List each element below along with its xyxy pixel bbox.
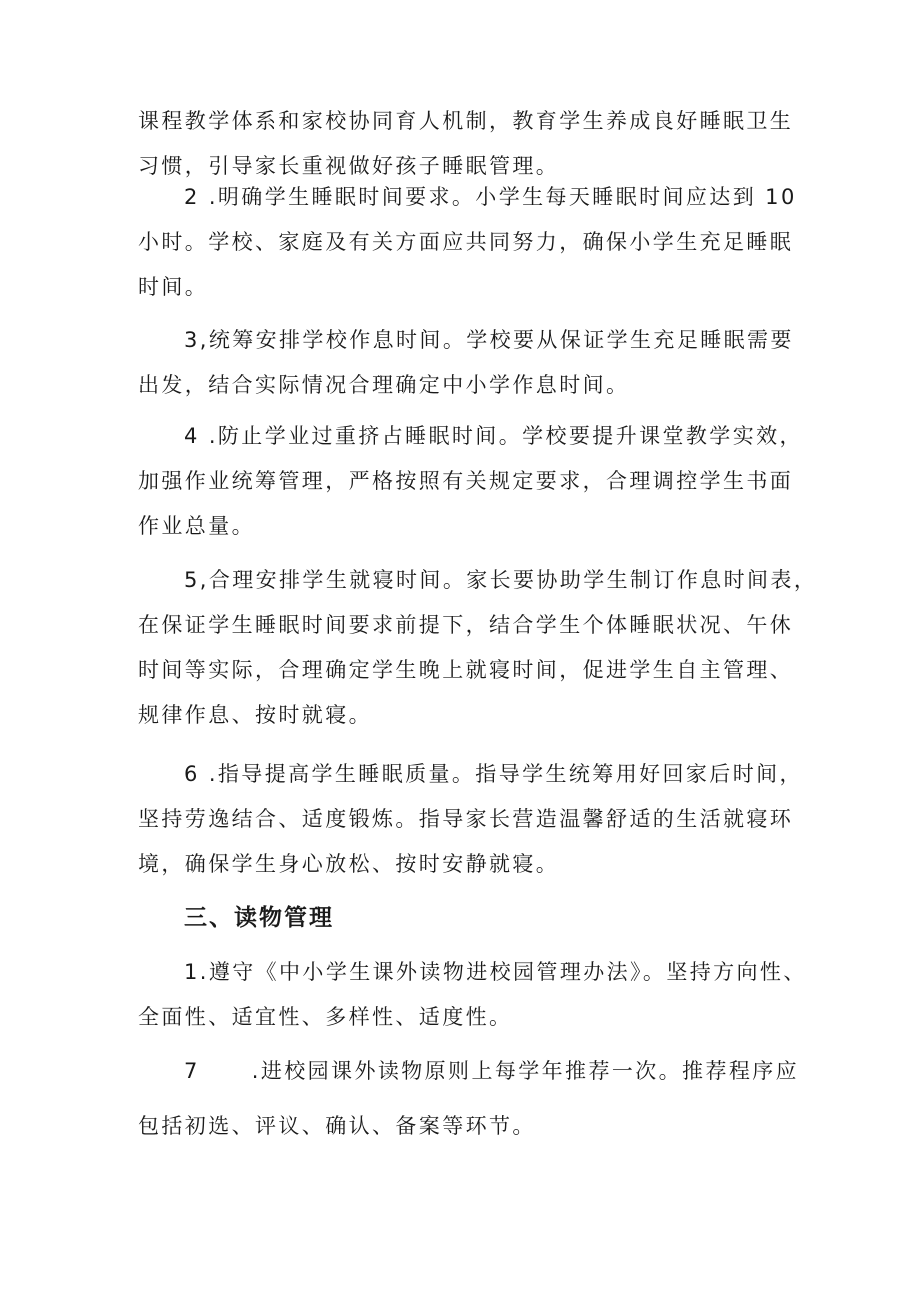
- text-line: 全面性、适宜性、多样性、适度性。: [138, 1005, 513, 1029]
- text-line: 坚持劳逸结合、适度锻炼。指导家长营造温馨舒适的生活就寝环: [138, 807, 794, 831]
- text-line: 5,合理安排学生就寝时间。家长要协助学生制订作息时间表，: [184, 568, 818, 592]
- text-line: 习惯，引导家长重视做好孩子睡眠管理。: [138, 154, 560, 178]
- paragraph-item-3: [138, 318, 798, 408]
- text-line: 加强作业统筹管理，严格按照有关规定要求，合理调控学生书面: [138, 469, 794, 493]
- paragraph-reading-2: [138, 1049, 798, 1149]
- text-line: 3,统筹安排学校作息时间。学校要从保证学生充足睡眠需要: [184, 328, 794, 352]
- text-line: 时间等实际，合理确定学生晚上就寝时间，促进学生自主管理、: [138, 658, 794, 682]
- text-line: 1.遵守《中小学生课外读物进校园管理办法》。坚持方向性、: [184, 960, 807, 984]
- item-number: 7: [184, 1059, 200, 1083]
- paragraph-item-5: [138, 558, 818, 738]
- text-line: 包括初选、评议、确认、备案等环节。: [138, 1114, 536, 1138]
- text-line: 时间。: [138, 275, 209, 299]
- text-line: 2 .明确学生睡眠时间要求。小学生每天睡眠时间应达到 10: [184, 185, 797, 209]
- section-heading: 三、读物管理: [184, 905, 334, 931]
- text-line: 在保证学生睡眠时间要求前提下，结合学生个体睡眠状况、午休: [138, 613, 794, 637]
- paragraph-reading-1: [138, 950, 807, 1040]
- text-line: 课程教学体系和家校协同育人机制，教育学生养成良好睡眠卫生: [138, 109, 794, 133]
- paragraph-item-4: [138, 414, 803, 549]
- text-line: 出发，结合实际情况合理确定中小学作息时间。: [138, 373, 630, 397]
- text-line: 境，确保学生身心放松、按时安静就寝。: [138, 852, 560, 876]
- paragraph-item-2: [138, 175, 798, 310]
- item-text: .进校园课外读物原则上每学年推荐一次。推荐程序应: [251, 1059, 800, 1083]
- text-line: 4 .防止学业过重挤占睡眠时间。学校要提升课堂教学实效，: [184, 424, 803, 448]
- paragraph-item-6: [138, 752, 803, 887]
- text-line: 小时。学校、家庭及有关方面应共同努力，确保小学生充足睡眠: [138, 230, 794, 254]
- text-line: 作业总量。: [138, 514, 255, 538]
- text-line: 规律作息、按时就寝。: [138, 703, 372, 727]
- text-line: 6 .指导提高学生睡眠质量。指导学生统筹用好回家后时间，: [184, 762, 803, 786]
- text-line: [138, 1049, 798, 1094]
